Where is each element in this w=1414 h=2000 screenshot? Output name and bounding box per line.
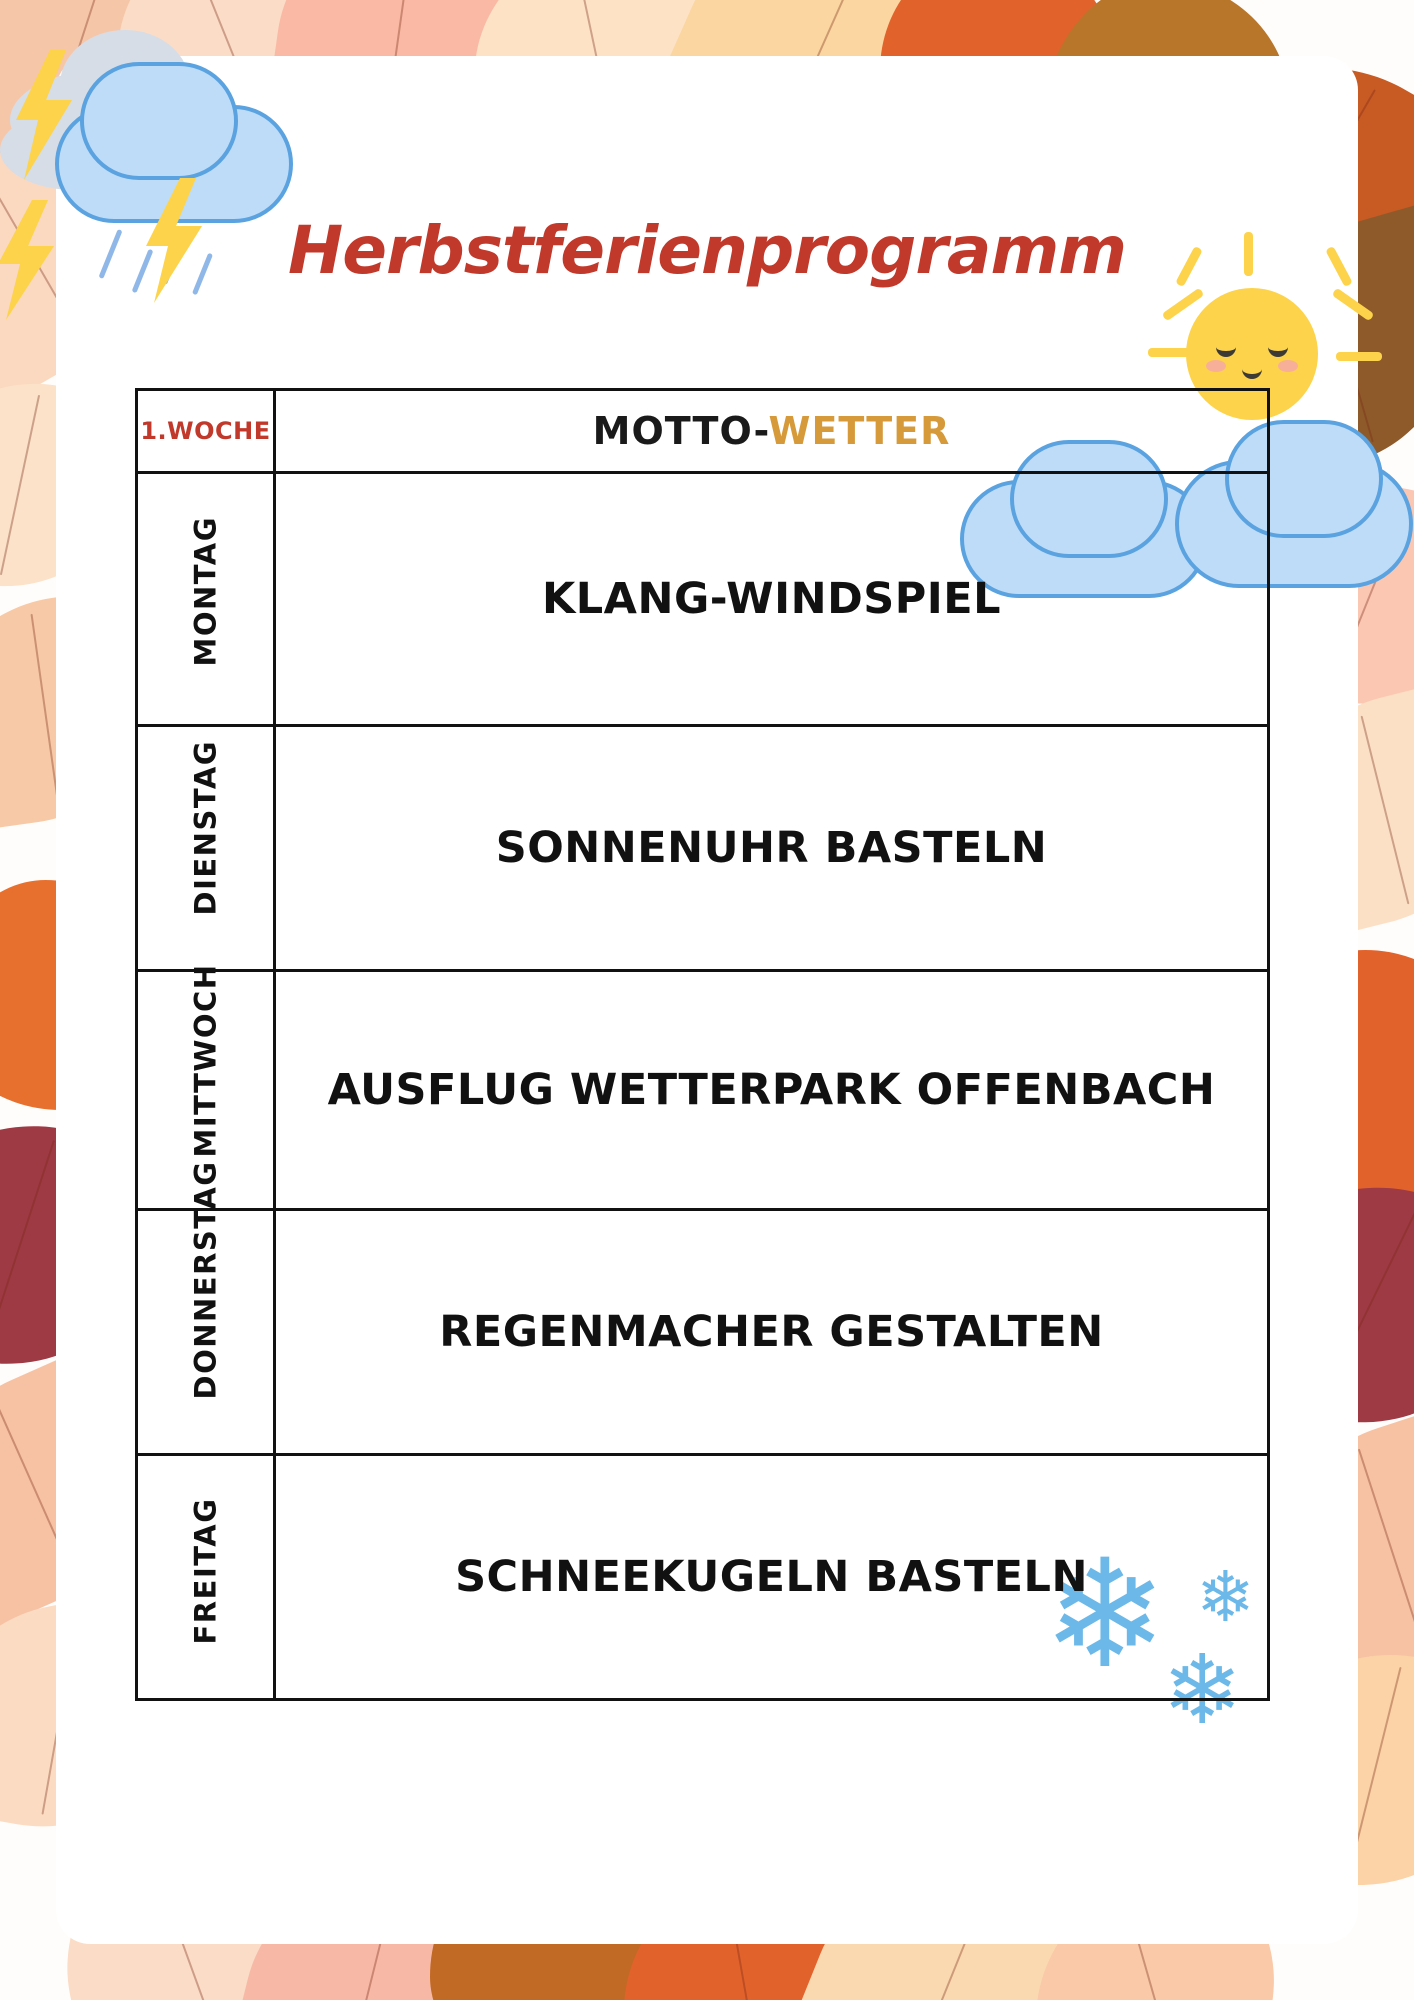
day-cell-friday — [137, 1455, 275, 1700]
day-label: DIENSTAG — [188, 739, 223, 916]
lightning-icon — [8, 50, 78, 185]
table-row — [137, 726, 1269, 971]
snowflake-icon: ❄ — [1196, 1556, 1255, 1638]
motto-prefix: MOTTO- — [592, 409, 769, 453]
table-header-row — [137, 390, 1269, 473]
schedule-table-wrapper — [135, 388, 1270, 1701]
day-label: DONNERSTAG — [188, 1160, 223, 1400]
day-cell-tuesday — [137, 726, 275, 971]
day-label: MONTAG — [188, 515, 223, 667]
week-label-cell: 1.WOCHE — [137, 390, 275, 473]
day-cell-monday — [137, 473, 275, 726]
day-label: FREITAG — [188, 1497, 223, 1645]
activity-cell-friday: SCHNEEKUGELN BASTELN — [275, 1455, 1269, 1700]
snowflake-icon: ❄ — [1042, 1528, 1168, 1702]
table-row — [137, 1455, 1269, 1700]
table-row — [137, 473, 1269, 726]
day-cell-thursday — [137, 1160, 275, 1455]
activity-cell-monday: KLANG-WINDSPIEL — [275, 473, 1269, 726]
page-title: Herbstferienprogramm — [287, 212, 1127, 289]
motto-accent: WETTER — [768, 409, 951, 453]
activity-cell-wednesday: AUSFLUG WETTERPARK OFFENBACH — [275, 971, 1269, 1210]
activity-cell-thursday: REGENMACHER GESTALTEN — [275, 1210, 1269, 1455]
motto-header-cell — [275, 390, 1269, 473]
table-row — [137, 971, 1269, 1210]
table-row — [137, 1210, 1269, 1455]
schedule-table — [135, 388, 1270, 1701]
day-label: MITTWOCH — [188, 963, 223, 1158]
activity-cell-tuesday: SONNENUHR BASTELN — [275, 726, 1269, 971]
snowflake-icon: ❄ — [1162, 1634, 1243, 1746]
